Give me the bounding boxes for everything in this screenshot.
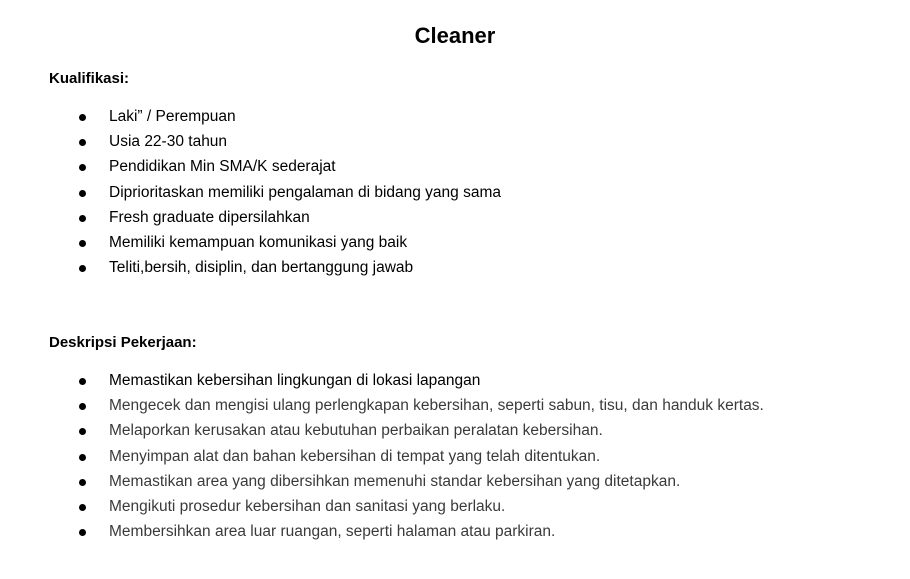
bullet-icon bbox=[79, 504, 86, 511]
qualification-item bbox=[0, 156, 900, 181]
bullet-icon bbox=[79, 378, 86, 385]
job-description-text: Mengikuti prosedur kebersihan dan sanitasi yang berlaku. bbox=[109, 497, 506, 515]
bullet-icon bbox=[79, 240, 86, 247]
job-description-text: Mengecek dan mengisi ulang perlengkapan kebersihan, seperti sabun, tisu, dan handuk kertas. bbox=[109, 397, 764, 415]
qualification-text: Fresh graduate dipersilahkan bbox=[109, 208, 310, 226]
job-description-item bbox=[0, 471, 900, 496]
bullet-icon bbox=[79, 190, 86, 197]
qualification-item bbox=[0, 207, 900, 232]
qualification-text: Diprioritaskan memiliki pengalaman di bidang yang sama bbox=[109, 183, 502, 201]
job-description-item bbox=[0, 521, 900, 546]
qualification-item bbox=[0, 131, 900, 156]
qualification-text: Memiliki kemampuan komunikasi yang baik bbox=[109, 233, 408, 251]
qualifications-list bbox=[0, 106, 900, 282]
job-description-item bbox=[0, 370, 900, 395]
bullet-icon bbox=[79, 164, 86, 171]
bullet-icon bbox=[79, 215, 86, 222]
bullet-icon bbox=[79, 139, 86, 146]
qualifications-heading: Kualifikasi: bbox=[49, 70, 130, 87]
job-description-item bbox=[0, 496, 900, 521]
bullet-icon bbox=[79, 479, 86, 486]
qualification-text: Laki” / Perempuan bbox=[109, 108, 236, 125]
qualification-text: Teliti,bersih, disiplin, dan bertanggung jawab bbox=[109, 259, 414, 277]
job-description-list bbox=[0, 370, 900, 546]
qualification-item bbox=[0, 232, 900, 257]
job-description-text: Memastikan area yang dibersihkan memenuhi standar kebersihan yang ditetapkan. bbox=[109, 472, 681, 490]
qualification-item bbox=[0, 106, 900, 131]
job-description-text: Memastikan kebersihan lingkungan di lokasi lapangan bbox=[109, 372, 481, 389]
bullet-icon bbox=[79, 114, 86, 121]
bullet-icon bbox=[79, 428, 86, 435]
job-description-item bbox=[0, 446, 900, 471]
bullet-icon bbox=[79, 529, 86, 536]
job-description-item bbox=[0, 420, 900, 445]
qualification-item bbox=[0, 182, 900, 207]
job-description-text: Melaporkan kerusakan atau kebutuhan perbaikan peralatan kebersihan. bbox=[109, 422, 603, 440]
bullet-icon bbox=[79, 454, 86, 461]
job-description-text: Membersihkan area luar ruangan, seperti halaman atau parkiran. bbox=[109, 523, 556, 541]
job-description-text: Menyimpan alat dan bahan kebersihan di tempat yang telah ditentukan. bbox=[109, 447, 601, 465]
qualification-text: Usia 22-30 tahun bbox=[109, 133, 228, 151]
job-description-item bbox=[0, 395, 900, 420]
job-description-heading: Deskripsi Pekerjaan: bbox=[49, 334, 197, 351]
qualification-item bbox=[0, 257, 900, 282]
qualification-text: Pendidikan Min SMA/K sederajat bbox=[109, 158, 336, 176]
bullet-icon bbox=[79, 403, 86, 410]
bullet-icon bbox=[79, 265, 86, 272]
page-title: Cleaner bbox=[414, 23, 496, 48]
